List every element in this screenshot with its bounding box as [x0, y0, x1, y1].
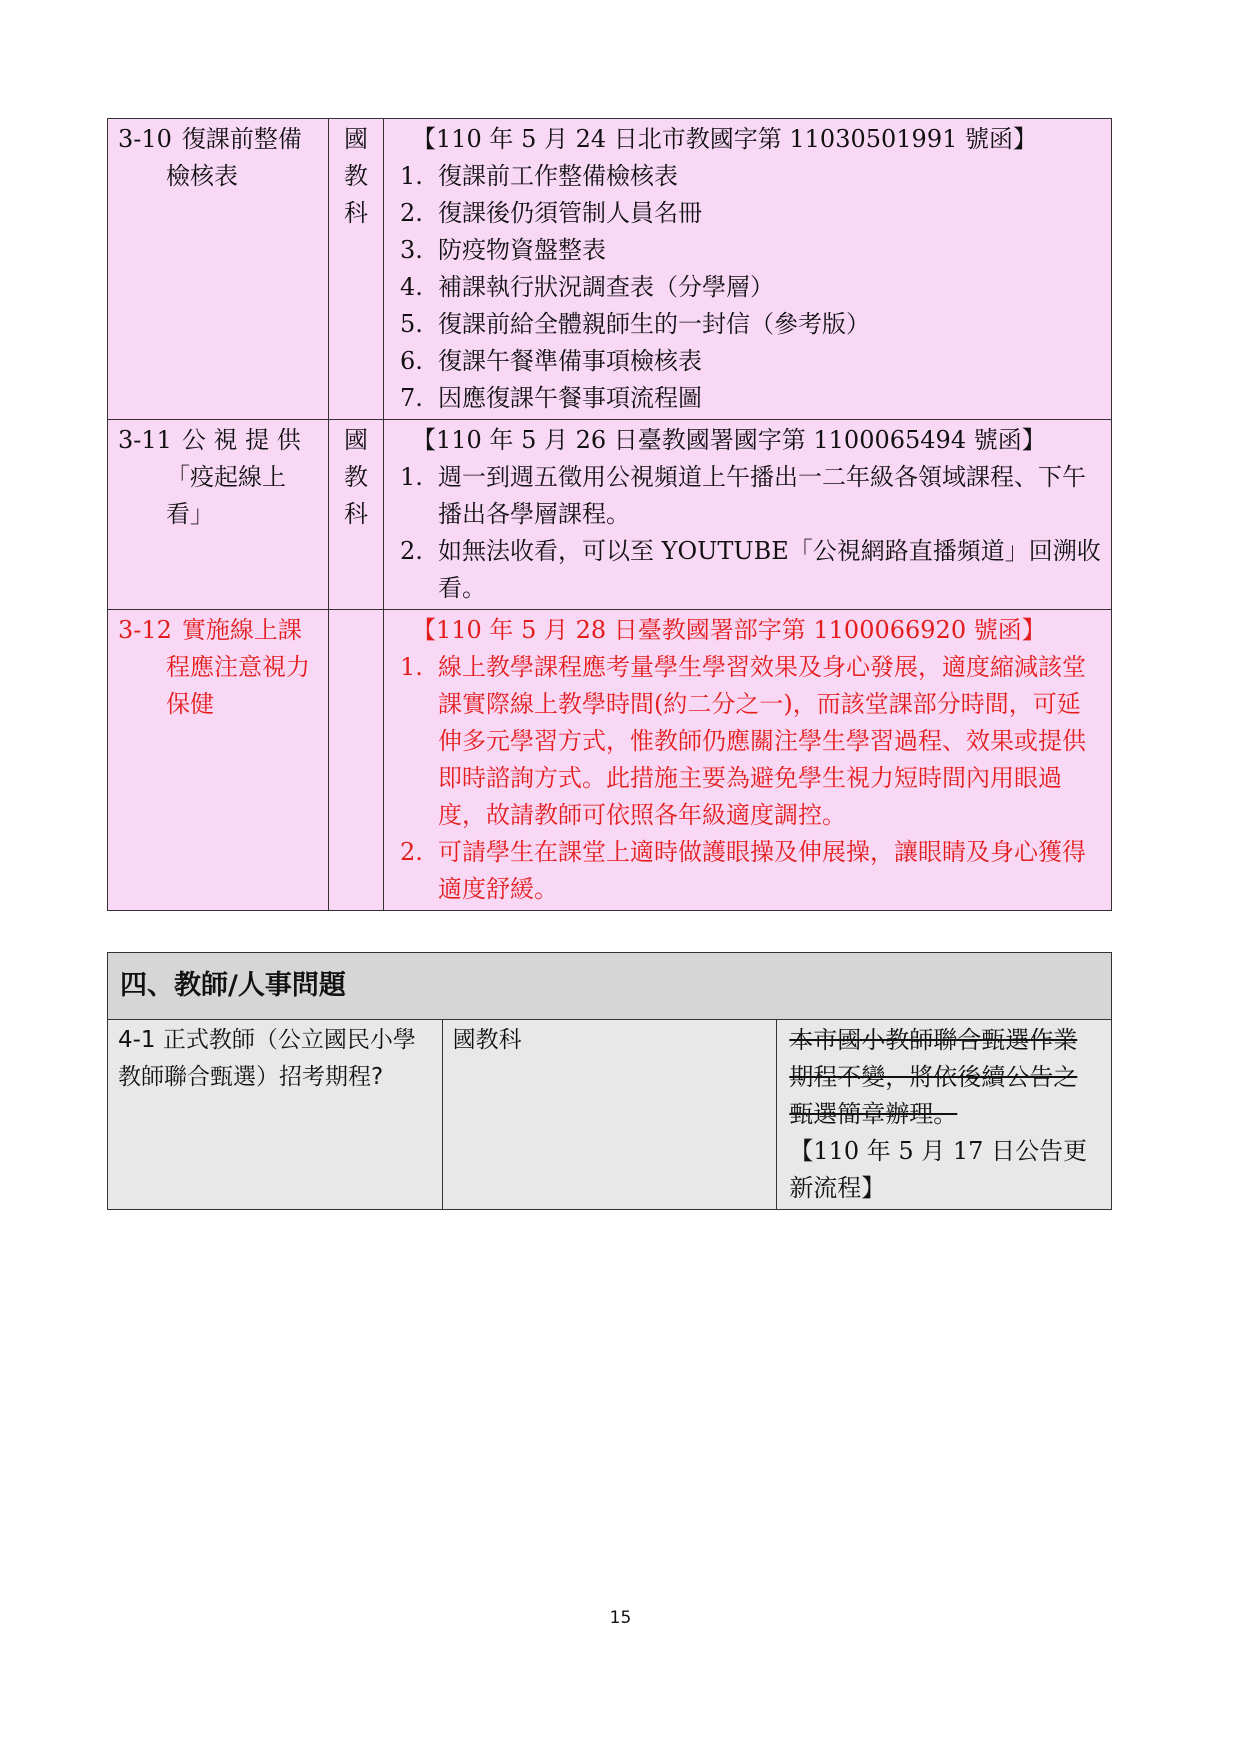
list-item — [400, 649, 1101, 834]
item-list — [400, 158, 1101, 417]
list-text: 如無法收看，可以至 YOUTUBE「公視網路直播頻道」回溯收看。 — [438, 537, 1101, 602]
item-title-line1: 復課前整備 — [181, 125, 302, 153]
item-number: 3-11 — [118, 426, 172, 454]
list-item — [400, 459, 1101, 533]
dept-char: 科 — [344, 199, 368, 227]
dept-cell: 國教科 — [442, 1020, 777, 1210]
dept-cell — [329, 119, 384, 420]
dept-char: 科 — [344, 500, 368, 528]
section-header: 四、教師/人事問題 — [108, 953, 1112, 1020]
dept-cell — [329, 420, 384, 610]
update-text: 【110 年 5 月 17 日公告更新流程】 — [789, 1137, 1088, 1202]
page-number: 15 — [609, 1608, 632, 1628]
reference: 【110 年 5 月 24 日北市教國字第 11030501991 號函】 — [412, 125, 1037, 153]
struck-text: 本市國小教師聯合甄選作業期程不變，將依後續公告之甄選簡章辦理。 — [789, 1026, 1078, 1128]
table-row — [108, 610, 1112, 911]
list-text: 補課執行狀況調查表（分學層） — [438, 273, 774, 301]
item-title — [108, 119, 329, 420]
content-cell — [384, 119, 1112, 420]
list-number: 5. — [400, 310, 423, 338]
list-item — [400, 158, 1101, 195]
dept-char: 教 — [344, 463, 368, 491]
list-number: 4. — [400, 273, 423, 301]
item-title: 4-1 正式教師（公立國民小學教師聯合甄選）招考期程? — [108, 1020, 443, 1210]
reference: 【110 年 5 月 26 日臺教國署國字第 1100065494 號函】 — [412, 426, 1046, 454]
item-title-line1: 公 視 提 供 — [181, 426, 301, 454]
reference: 【110 年 5 月 28 日臺教國署部字第 1100066920 號函】 — [412, 616, 1046, 644]
list-number: 2. — [400, 537, 423, 565]
list-item — [400, 380, 1101, 417]
item-title-rest: 檢核表 — [166, 162, 238, 190]
item-number: 3-10 — [118, 125, 172, 153]
list-number: 1. — [400, 653, 423, 681]
list-text: 復課前給全體親師生的一封信（參考版） — [438, 310, 870, 338]
list-item — [400, 533, 1101, 607]
list-number: 7. — [400, 384, 423, 412]
item-list — [400, 649, 1101, 908]
list-item — [400, 269, 1101, 306]
list-text: 線上教學課程應考量學生學習效果及身心發展，適度縮減該堂課實際線上教學時間(約二分之一)，而該堂課部分時間，可延伸多元學習方式，惟教師仍應關注學生學習過程、效果或提供即時諮詢方式。此措施主要為避免學生視力短時間內用眼過度，故請教師可依照各年級適度調控。 — [438, 653, 1086, 829]
dept-cell — [329, 610, 384, 911]
dept-char: 國 — [344, 125, 368, 153]
dept-char: 國 — [344, 426, 368, 454]
content-cell — [384, 610, 1112, 911]
item-title — [108, 610, 329, 911]
list-number: 2. — [400, 199, 423, 227]
list-item — [400, 232, 1101, 269]
list-number: 1. — [400, 463, 423, 491]
item-title-rest: 「疫起線上看」 — [166, 463, 286, 528]
list-text: 因應復課午餐事項流程圖 — [438, 384, 702, 412]
list-text: 週一到週五徵用公視頻道上午播出一二年級各領域課程、下午播出各學層課程。 — [438, 463, 1086, 528]
list-number: 6. — [400, 347, 423, 375]
table-row — [108, 119, 1112, 420]
list-number: 2. — [400, 838, 423, 866]
content-cell — [777, 1020, 1112, 1210]
dept-char: 教 — [344, 162, 368, 190]
list-text: 復課午餐準備事項檢核表 — [438, 347, 702, 375]
list-item — [400, 343, 1101, 380]
item-list — [400, 459, 1101, 607]
list-item — [400, 195, 1101, 232]
list-item — [400, 306, 1101, 343]
table-row — [108, 1020, 1112, 1210]
content-cell — [384, 420, 1112, 610]
section4-table — [107, 952, 1112, 1210]
section3-table — [107, 118, 1112, 911]
item-title-line1: 實施線上課 — [181, 616, 302, 644]
list-number: 1. — [400, 162, 423, 190]
item-title — [108, 420, 329, 610]
list-text: 復課前工作整備檢核表 — [438, 162, 678, 190]
table-row — [108, 420, 1112, 610]
list-text: 防疫物資盤整表 — [438, 236, 606, 264]
section-header-row — [108, 953, 1112, 1020]
item-number: 3-12 — [118, 616, 172, 644]
list-number: 3. — [400, 236, 423, 264]
list-text: 可請學生在課堂上適時做護眼操及伸展操，讓眼睛及身心獲得適度舒緩。 — [438, 838, 1086, 903]
list-item — [400, 834, 1101, 908]
list-text: 復課後仍須管制人員名冊 — [438, 199, 702, 227]
item-title-rest: 程應注意視力保健 — [166, 653, 310, 718]
